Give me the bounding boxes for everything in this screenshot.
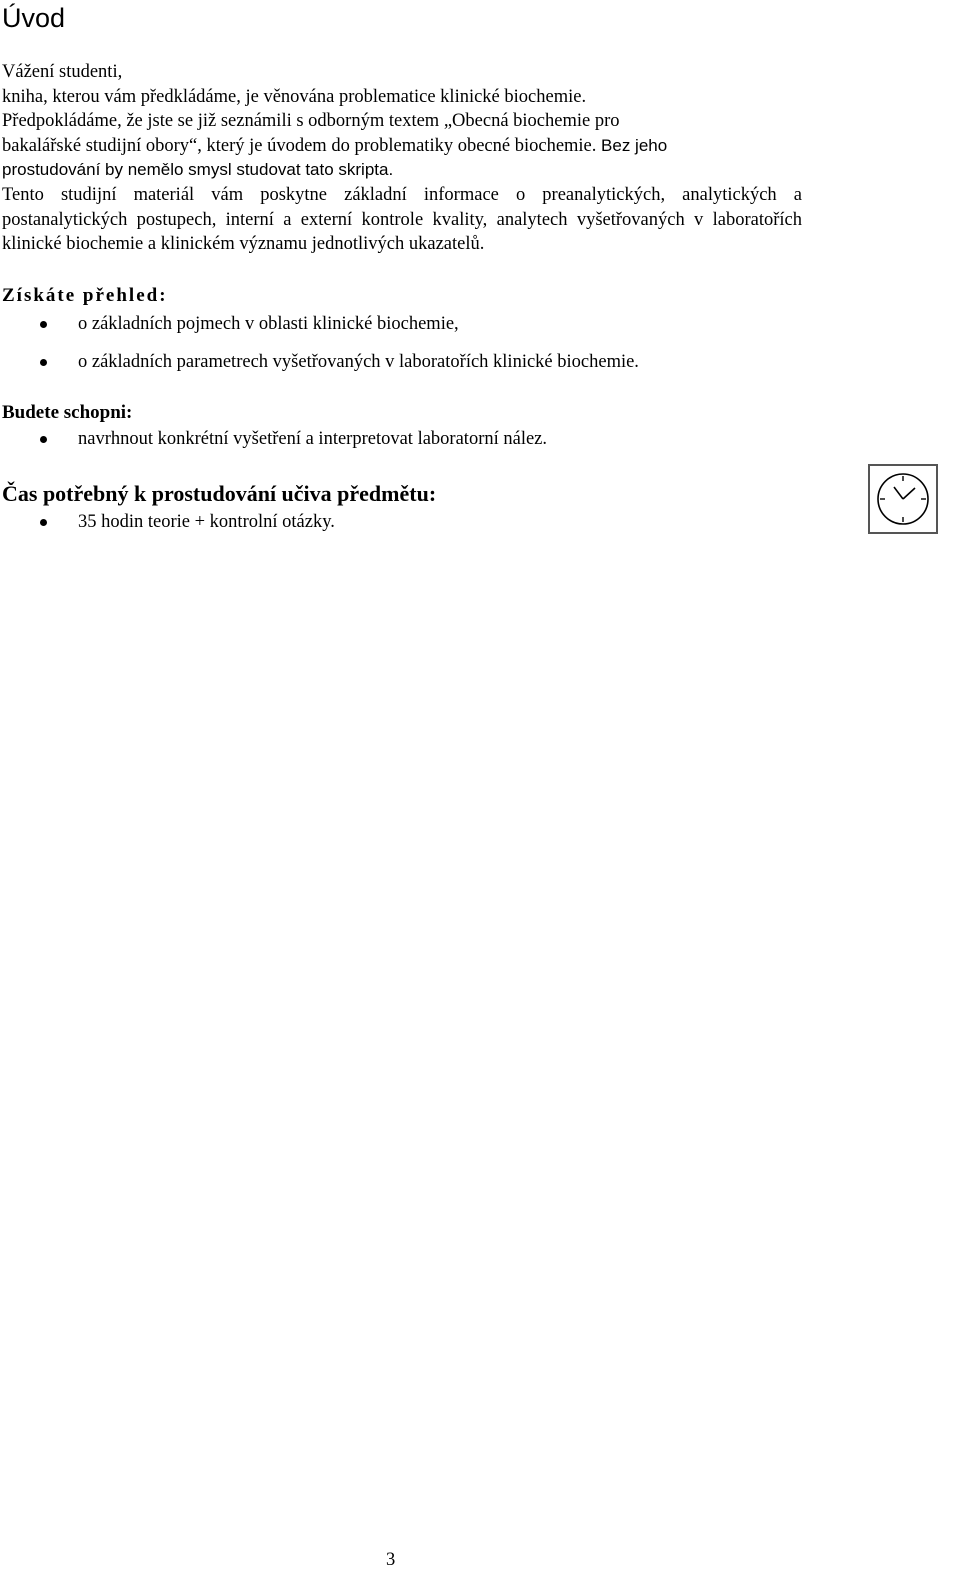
intro-text	[2, 60, 802, 257]
page-number: 3	[386, 1550, 396, 1570]
page-title: Úvod	[2, 3, 66, 33]
list-item	[0, 312, 900, 336]
list-item	[0, 350, 900, 374]
list-item	[0, 510, 900, 534]
study-time-heading: Čas potřebný k prostudování učiva předmětu:	[2, 481, 437, 506]
bullet-icon	[40, 321, 47, 328]
intro-line-3	[2, 134, 802, 159]
bullet-icon	[40, 519, 47, 526]
list-item-text: o základních parametrech vyšetřovaných v laboratořích klinické biochemie.	[78, 352, 639, 372]
intro-line-1: kniha, kterou vám předkládáme, je věnována problematice klinické biochemie.	[2, 86, 587, 107]
bullet-icon	[40, 359, 47, 366]
intro-line-4: prostudování by nemělo smysl studovat tato skripta.	[2, 160, 394, 180]
intro-line-3-tail: Bez jeho	[601, 135, 668, 155]
greeting: Vážení studenti,	[2, 62, 123, 82]
intro-line-3-text: bakalářské studijní obory“, který je úvodem do problematiky obecné biochemie.	[2, 135, 597, 156]
list-item-text: navrhnout konkrétní vyšetření a interpretovat laboratorní nález.	[78, 429, 548, 449]
intro-paragraph-2: Tento studijní materiál vám poskytne základní informace o preanalytických, analytických a postanalytických postupech, interní a externí kontrole kvality, analytech vyšetřovaných v laboratořích klinické biochemie a klinickém významu jednotlivých ukazatelů.	[2, 184, 802, 255]
overview-heading: Získáte přehled:	[2, 285, 168, 306]
list-item	[0, 427, 900, 451]
clock-icon	[868, 464, 938, 534]
skills-list	[0, 427, 900, 451]
clock-icon-graphic	[870, 466, 936, 532]
skills-heading: Budete schopni:	[2, 402, 133, 423]
list-item-text: o základních pojmech v oblasti klinické biochemie,	[78, 314, 459, 334]
list-item-text: 35 hodin teorie + kontrolní otázky.	[78, 512, 335, 532]
study-time-list	[0, 510, 900, 534]
overview-list	[0, 312, 900, 374]
intro-line-2: Předpokládáme, že jste se již seznámili s odborným textem „Obecná biochemie pro	[2, 111, 620, 132]
bullet-icon	[40, 436, 47, 443]
